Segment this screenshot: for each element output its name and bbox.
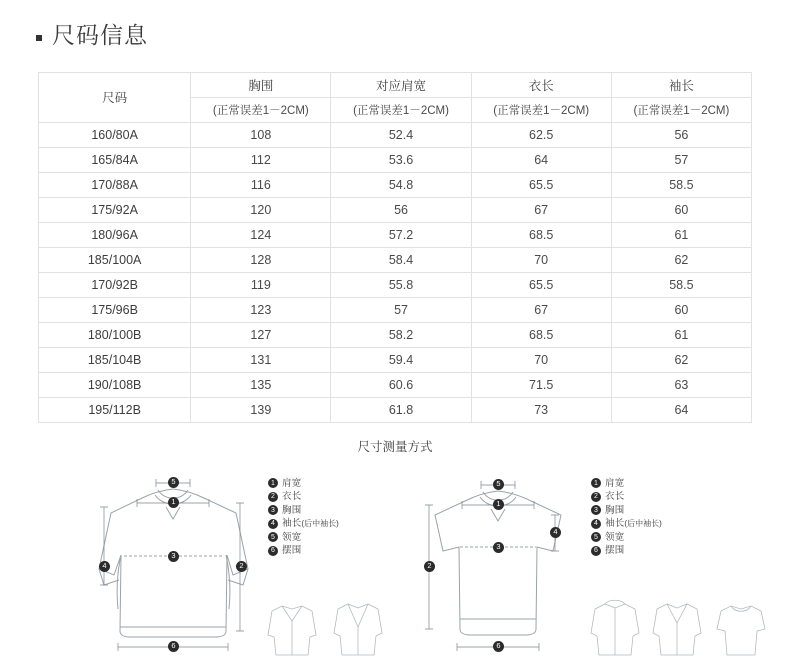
page-title bbox=[0, 0, 790, 50]
legend-item bbox=[591, 531, 662, 545]
cell-chest: 135 bbox=[191, 372, 331, 397]
cell-size: 180/96A bbox=[39, 222, 191, 247]
legend-number: 3 bbox=[268, 505, 278, 515]
cell-sleeve: 63 bbox=[611, 372, 751, 397]
legend-item bbox=[268, 477, 339, 491]
legend-item bbox=[268, 504, 339, 518]
cell-sleeve: 62 bbox=[611, 347, 751, 372]
marker-2: 2 bbox=[236, 561, 247, 572]
cell-chest: 112 bbox=[191, 147, 331, 172]
cell-chest: 120 bbox=[191, 197, 331, 222]
cell-size: 175/96B bbox=[39, 297, 191, 322]
cell-length: 62.5 bbox=[471, 122, 611, 147]
column-subheader-sleeve: (正常误差1－2CM) bbox=[611, 97, 751, 122]
legend-number: 4 bbox=[591, 519, 601, 529]
table-row bbox=[39, 197, 752, 222]
table-row bbox=[39, 397, 752, 422]
legend-label: 肩宽 bbox=[605, 477, 625, 489]
cell-size: 175/92A bbox=[39, 197, 191, 222]
marker-4: 4 bbox=[550, 527, 561, 538]
cell-length: 70 bbox=[471, 347, 611, 372]
marker-1: 1 bbox=[493, 499, 504, 510]
cell-chest: 108 bbox=[191, 122, 331, 147]
size-table-wrapper bbox=[38, 72, 752, 423]
cell-shoulder: 61.8 bbox=[331, 397, 471, 422]
cell-size: 170/88A bbox=[39, 172, 191, 197]
cell-chest: 123 bbox=[191, 297, 331, 322]
cell-sleeve: 64 bbox=[611, 397, 751, 422]
table-row bbox=[39, 297, 752, 322]
table-header bbox=[39, 72, 752, 122]
table-row bbox=[39, 322, 752, 347]
cell-chest: 128 bbox=[191, 247, 331, 272]
cell-sleeve: 57 bbox=[611, 147, 751, 172]
table-row bbox=[39, 147, 752, 172]
cell-chest: 119 bbox=[191, 272, 331, 297]
cell-chest: 127 bbox=[191, 322, 331, 347]
cell-length: 68.5 bbox=[471, 222, 611, 247]
marker-4: 4 bbox=[99, 561, 110, 572]
measure-heading: 尺寸测量方式 bbox=[357, 439, 433, 454]
marker-2: 2 bbox=[424, 561, 435, 572]
column-subheader-shoulder: (正常误差1－2CM) bbox=[331, 97, 471, 122]
legend-number: 6 bbox=[268, 546, 278, 556]
cell-size: 185/104B bbox=[39, 347, 191, 372]
table-header-row bbox=[39, 72, 752, 97]
cell-length: 70 bbox=[471, 247, 611, 272]
legend-number: 2 bbox=[268, 492, 278, 502]
cell-chest: 131 bbox=[191, 347, 331, 372]
legend-number: 2 bbox=[591, 492, 601, 502]
page-title-label: 尺码信息 bbox=[52, 22, 148, 48]
cell-sleeve: 60 bbox=[611, 197, 751, 222]
legend-long-sleeve bbox=[268, 477, 339, 558]
cell-chest: 116 bbox=[191, 172, 331, 197]
cell-chest: 124 bbox=[191, 222, 331, 247]
legend-label: 胸围 bbox=[605, 504, 625, 516]
legend-item bbox=[268, 490, 339, 504]
cell-shoulder: 59.4 bbox=[331, 347, 471, 372]
column-subheader-length: (正常误差1－2CM) bbox=[471, 97, 611, 122]
legend-number: 5 bbox=[591, 532, 601, 542]
cell-shoulder: 57 bbox=[331, 297, 471, 322]
marker-6: 6 bbox=[168, 641, 179, 652]
column-subheader-chest: (正常误差1－2CM) bbox=[191, 97, 331, 122]
marker-3: 3 bbox=[493, 542, 504, 553]
legend-number: 1 bbox=[268, 478, 278, 488]
cell-shoulder: 54.8 bbox=[331, 172, 471, 197]
cell-length: 67 bbox=[471, 197, 611, 222]
table-row bbox=[39, 247, 752, 272]
legend-label: 袖长 bbox=[282, 518, 302, 530]
cell-shoulder: 53.6 bbox=[331, 147, 471, 172]
column-header-sleeve: 袖长 bbox=[611, 72, 751, 97]
cell-length: 67 bbox=[471, 297, 611, 322]
cell-length: 73 bbox=[471, 397, 611, 422]
cell-shoulder: 52.4 bbox=[331, 122, 471, 147]
column-header-size: 尺码 bbox=[39, 72, 191, 122]
legend-label: 领宽 bbox=[282, 531, 302, 543]
legend-number: 6 bbox=[591, 546, 601, 556]
legend-number: 1 bbox=[591, 478, 601, 488]
size-table bbox=[38, 72, 752, 423]
legend-item bbox=[591, 517, 662, 531]
cell-size: 195/112B bbox=[39, 397, 191, 422]
legend-label: 衣长 bbox=[282, 491, 302, 503]
table-row bbox=[39, 272, 752, 297]
cell-length: 68.5 bbox=[471, 322, 611, 347]
cell-size: 165/84A bbox=[39, 147, 191, 172]
cell-shoulder: 60.6 bbox=[331, 372, 471, 397]
cell-sleeve: 60 bbox=[611, 297, 751, 322]
legend-item bbox=[591, 490, 662, 504]
diagram-long-sleeve bbox=[0, 459, 395, 659]
legend-item bbox=[268, 517, 339, 531]
table-row bbox=[39, 347, 752, 372]
diagram-short-sleeve bbox=[395, 459, 790, 659]
cell-size: 190/108B bbox=[39, 372, 191, 397]
table-body bbox=[39, 122, 752, 422]
legend-note: (后中袖长) bbox=[301, 519, 339, 529]
legend-note: (后中袖长) bbox=[624, 519, 662, 529]
cell-sleeve: 56 bbox=[611, 122, 751, 147]
cell-shoulder: 55.8 bbox=[331, 272, 471, 297]
legend-item bbox=[591, 504, 662, 518]
measure-diagrams bbox=[0, 459, 790, 659]
legend-number: 5 bbox=[268, 532, 278, 542]
legend-item bbox=[268, 544, 339, 558]
legend-item bbox=[591, 544, 662, 558]
cell-shoulder: 56 bbox=[331, 197, 471, 222]
cell-shoulder: 58.4 bbox=[331, 247, 471, 272]
marker-1: 1 bbox=[168, 497, 179, 508]
legend-number: 4 bbox=[268, 519, 278, 529]
cell-size: 160/80A bbox=[39, 122, 191, 147]
cell-sleeve: 58.5 bbox=[611, 272, 751, 297]
legend-short-sleeve bbox=[591, 477, 662, 558]
legend-label: 摆围 bbox=[282, 545, 302, 557]
marker-3: 3 bbox=[168, 551, 179, 562]
table-row bbox=[39, 372, 752, 397]
cell-size: 185/100A bbox=[39, 247, 191, 272]
marker-5: 5 bbox=[493, 479, 504, 490]
cell-sleeve: 61 bbox=[611, 222, 751, 247]
cell-shoulder: 58.2 bbox=[331, 322, 471, 347]
legend-item bbox=[268, 531, 339, 545]
cell-chest: 139 bbox=[191, 397, 331, 422]
cell-size: 180/100B bbox=[39, 322, 191, 347]
cell-sleeve: 58.5 bbox=[611, 172, 751, 197]
marker-5: 5 bbox=[168, 477, 179, 488]
cell-length: 65.5 bbox=[471, 272, 611, 297]
cell-length: 64 bbox=[471, 147, 611, 172]
column-header-shoulder: 对应肩宽 bbox=[331, 72, 471, 97]
table-row bbox=[39, 172, 752, 197]
legend-label: 衣长 bbox=[605, 491, 625, 503]
bullet-icon bbox=[36, 35, 42, 41]
cell-shoulder: 57.2 bbox=[331, 222, 471, 247]
legend-label: 肩宽 bbox=[282, 477, 302, 489]
legend-number: 3 bbox=[591, 505, 601, 515]
legend-label: 袖长 bbox=[605, 518, 625, 530]
legend-label: 胸围 bbox=[282, 504, 302, 516]
legend-label: 领宽 bbox=[605, 531, 625, 543]
marker-6: 6 bbox=[493, 641, 504, 652]
legend-item bbox=[591, 477, 662, 491]
cell-sleeve: 61 bbox=[611, 322, 751, 347]
cell-length: 71.5 bbox=[471, 372, 611, 397]
table-row bbox=[39, 222, 752, 247]
cell-length: 65.5 bbox=[471, 172, 611, 197]
cell-size: 170/92B bbox=[39, 272, 191, 297]
cell-sleeve: 62 bbox=[611, 247, 751, 272]
column-header-length: 衣长 bbox=[471, 72, 611, 97]
table-row bbox=[39, 122, 752, 147]
column-header-chest: 胸围 bbox=[191, 72, 331, 97]
legend-label: 摆围 bbox=[605, 545, 625, 557]
